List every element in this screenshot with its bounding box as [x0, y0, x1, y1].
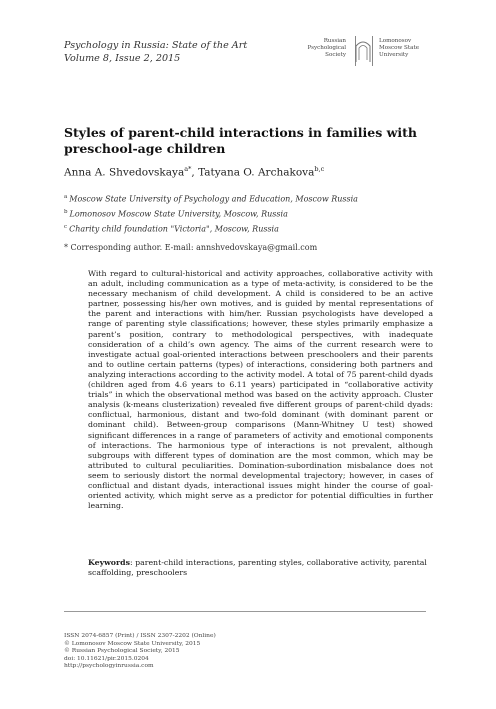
affiliation: $^b$ Lomonosov Moscow State University, Moscow, Russia — [64, 209, 288, 219]
author-name: Tatyana O. Archakova — [198, 166, 315, 179]
corresponding-author: * Corresponding author. E-mail: annshvedovskaya@gmail.com — [64, 243, 318, 252]
website-link[interactable]: http://psychologyinrussia.com — [64, 663, 154, 670]
footer-info — [64, 633, 216, 671]
author-superscript: a* — [184, 165, 192, 173]
issn-line: ISSN 2074-6857 (Print) / ISSN 2307-2202 (Online) — [64, 633, 216, 639]
journal-volume-issue: Volume 8, Issue 2, 2015 — [64, 52, 181, 64]
journal-name: Psychology in Russia: State of the Art — [64, 40, 248, 51]
copyright-line: © Lomonosov Moscow State University, 2015 — [64, 640, 201, 647]
keywords-label: Keywords — [88, 558, 130, 567]
author-name: Anna A. Shvedovskaya — [64, 166, 185, 179]
author-line: Anna A. Shvedovskaya$^{a*}$, Tatyana O. Archakova$^{b,c}$ — [64, 165, 325, 179]
author-superscript: b,c — [314, 165, 325, 173]
journal-header — [64, 40, 247, 65]
article-title: Styles of parent-child interactions in families with preschool-age children — [64, 125, 417, 156]
copyright-line: © Russian Psychological Society, 2015 — [64, 648, 180, 655]
footer-divider — [64, 611, 426, 612]
rps-logo-text: Russian Psychological Society — [307, 38, 346, 58]
affiliation: $^c$ Charity child foundation "Victoria", Moscow, Russia — [64, 224, 279, 234]
affiliation: $^a$ Moscow State University of Psychology and Education, Moscow Russia — [64, 194, 358, 204]
logo-divider-right — [372, 36, 373, 66]
doi-line: doi: 10.11621/pir.2015.0204 — [64, 655, 149, 662]
abstract-text: With regard to cultural-historical and activity approaches, collaborative activity with an adult, including communication as a type of meta-activity, is considered to be the necessary mechanism of child development. A child is considered to be an active partner, possessing his/her own motives, and is guided by mental representations of the parent and interactions with him/her. Russian psychologists have developed a range of parenting style classifications; however, these styles primarily emphasize a parent’s position, contrary to methodological perspectives, with inadequate consideration of a child’s own agency. The aims of the current research were to investigate actual goal-oriented interactions between preschoolers and their parents and to outline certain patterns (types) of interactions, considering both partners and analyzing interactions according to the activity model. A total of 75 parent-child dyads (children aged from 4.6 years to 6.11 years) participated in “collaborative activity trials” in which the observational method was based on the activity approach. Cluster analysis (k-means clusterization) revealed five different groups of parent-child dyads: conflictual, harmonious, distant and two-fold dominant (with dominant parent or dominant child). Between-group comparisons (Mann-Whitney U test) showed significant differences in a range of parameters of activity and emotional components of interactions. The harmonious type of interactions is not prevalent, although subgroups with different types of domination are the most common, which may be attributed to cultural peculiarities. Domination-subordination misbalance does not seem to seriously distort the normal developmental trajectory; however, in cases of conflictual and distant dyads, interactional issues might hinder the course of goal-oriented activity, which might serve as a predictor for potential difficulties in further learning. — [88, 269, 433, 511]
rps-emblem-icon — [352, 36, 374, 64]
keywords — [88, 558, 433, 578]
msu-logo-text: Lomonosov Moscow State University — [379, 38, 420, 58]
keywords-list: : parent-child interactions, parenting styles, collaborative activity, parental scaffolding, preschoolers — [88, 558, 427, 578]
